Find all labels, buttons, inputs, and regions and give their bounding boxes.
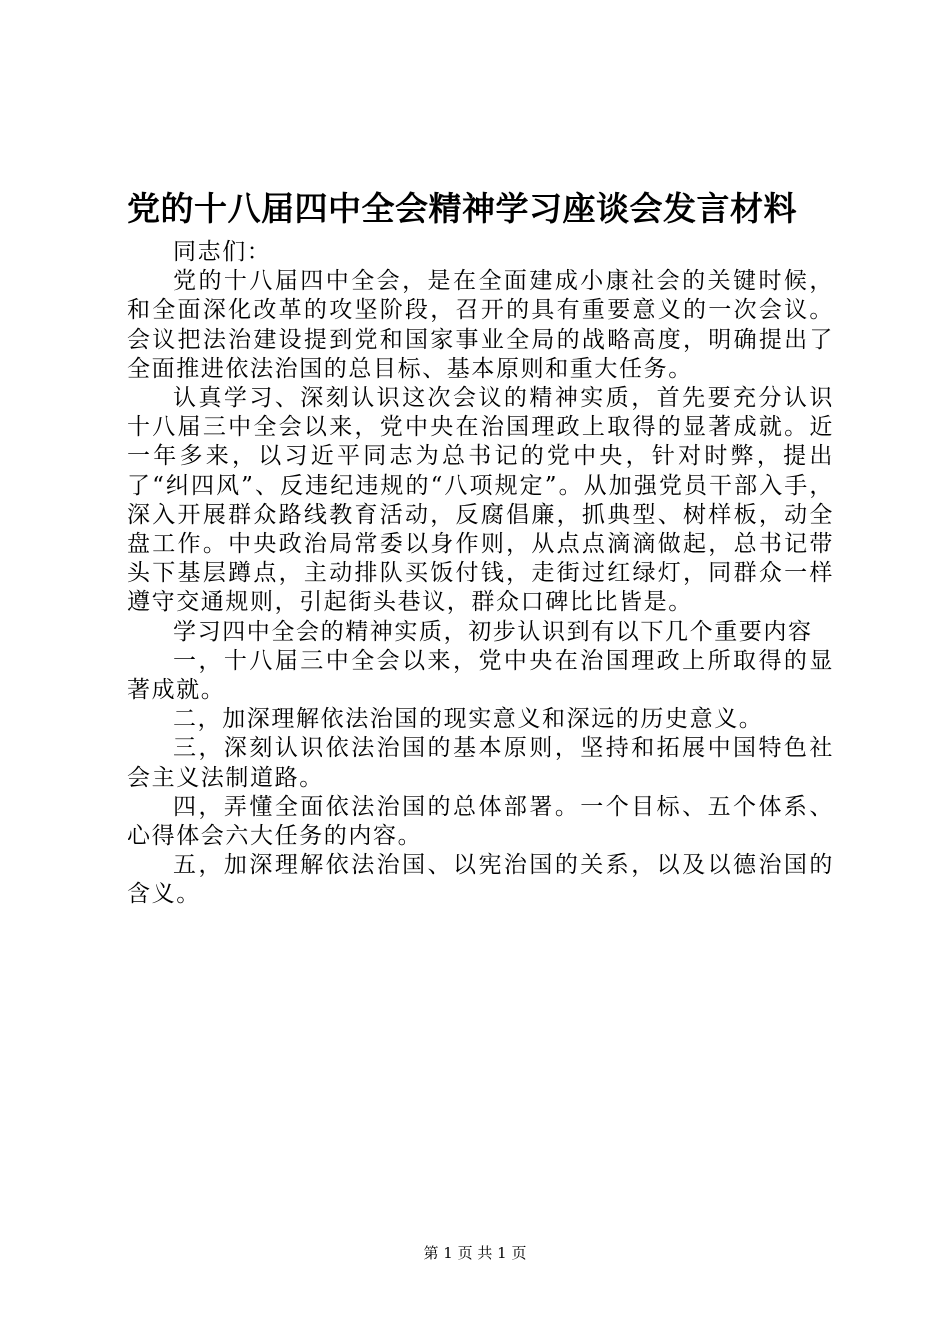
paragraph-content-intro: 学习四中全会的精神实质，初步认识到有以下几个重要内容 [173, 618, 813, 645]
paragraph-intro: 党的十八届四中全会，是在全面建成小康社会的关键时候，和全面深化改革的攻坚阶段，召开的具有重要意义的一次会议。会议把法治建设提到党和国家事业全局的战略高度，明确提出了全面推进依法治国的总目标、基本原则和重大任务。 [127, 268, 834, 382]
list-item-1: 一，十八届三中全会以来，党中央在治国理政上所取得的显著成就。 [127, 647, 834, 704]
list-item-3: 三，深刻认识依法治国的基本原则，坚持和拓展中国特色社会主义法制道路。 [127, 735, 834, 791]
list-item-5: 五，加深理解依法治国、以宪治国的关系，以及以德治国的含义。 [127, 852, 834, 908]
document-title: 党的十八届四中全会精神学习座谈会发言材料 [127, 189, 797, 228]
list-item-2: 二，加深理解依法治国的现实意义和深远的历史意义。 [173, 706, 764, 733]
page-footer: 第 1 页 共 1 页 [423, 1244, 527, 1262]
paragraph-study: 认真学习、深刻认识这次会议的精神实质，首先要充分认识十八届三中全会以来，党中央在治国理政上取得的显著成就。近一年多来，以习近平同志为总书记的党中央，针对时弊，提出了“纠四风”、反违纪违规的“八项规定”。从加强党员干部入手，深入开展群众路线教育活动，反腐倡廉，抓典型、树样板，动全盘工作。中央政治局常委以身作则，从点点滴滴做起，总书记带头下基层蹲点，主动排队买饭付钱，走街过红绿灯，同群众一样遵守交通规则，引起街头巷议，群众口碑比比皆是。 [127, 385, 834, 616]
salutation: 同志们： [173, 239, 272, 265]
document-body [127, 238, 834, 910]
list-item-4: 四，弄懂全面依法治国的总体部署。一个目标、五个体系、心得体会六大任务的内容。 [127, 793, 834, 850]
